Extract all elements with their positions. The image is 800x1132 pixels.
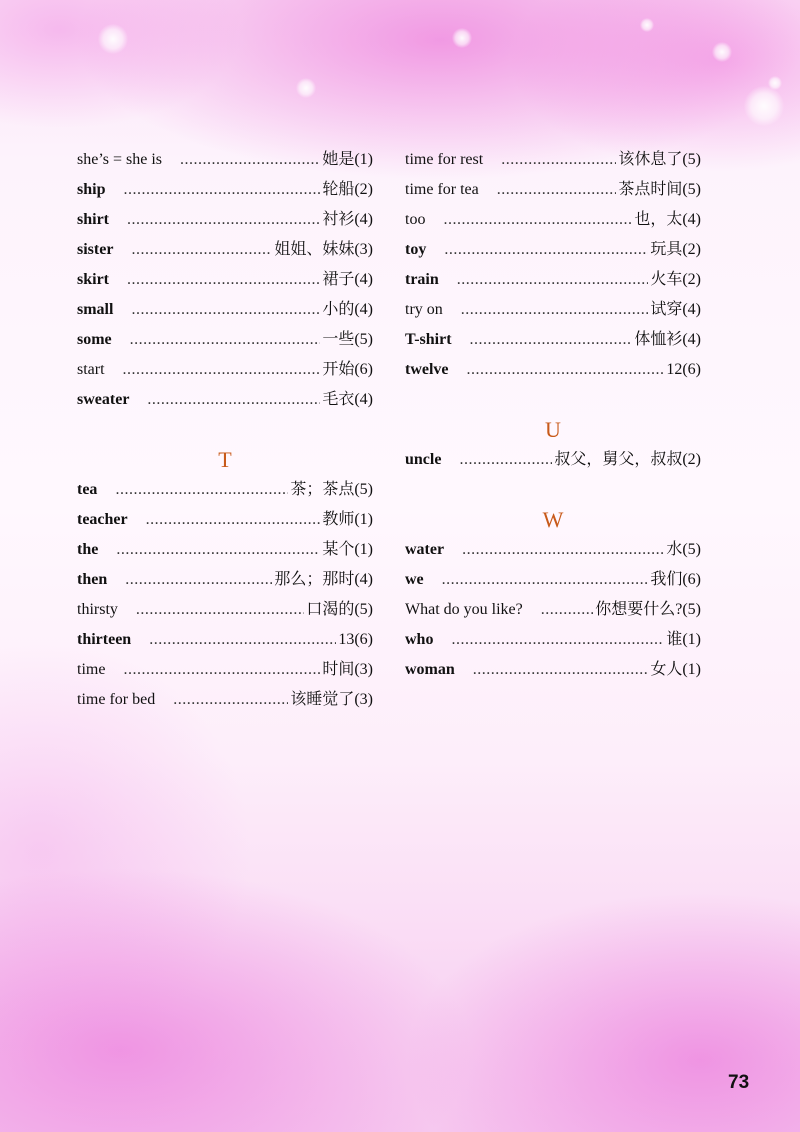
dot-leader (127, 205, 320, 235)
dot-leader (147, 385, 320, 415)
dot-leader (541, 595, 593, 625)
entry-meaning: 茶点时间(5) (618, 181, 701, 198)
glossary-entry (77, 355, 373, 385)
entry-meaning: 该休息了(5) (618, 151, 701, 168)
entry-meaning: 也，太(4) (634, 211, 701, 228)
entry-word: too (405, 211, 426, 228)
entry-meaning: 毛衣(4) (322, 391, 373, 408)
dot-leader (127, 265, 320, 295)
bubble-decoration (296, 78, 316, 98)
glossary-entry (77, 235, 373, 265)
entry-meaning: 女人(1) (650, 661, 701, 678)
section-heading-w: W (542, 507, 564, 532)
entry-meaning: 裙子(4) (322, 271, 373, 288)
dot-leader (443, 205, 632, 235)
glossary-entry (77, 475, 373, 505)
dot-leader (130, 325, 321, 355)
entry-meaning: 轮船(2) (322, 181, 373, 198)
dot-leader (123, 355, 321, 385)
entry-meaning: 姐姐、妹妹(3) (274, 241, 373, 258)
page-number: 73 (728, 1072, 750, 1093)
dot-leader (123, 655, 320, 685)
entry-word: T-shirt (405, 331, 452, 348)
entry-word: we (405, 571, 424, 588)
glossary-entry (77, 565, 373, 595)
glossary-entry (77, 685, 373, 715)
glossary-entry (405, 175, 701, 205)
entry-word: time for bed (77, 691, 156, 708)
glossary-entry (405, 235, 701, 265)
glossary-entry (405, 535, 701, 565)
entry-meaning: 玩具(2) (650, 241, 701, 258)
right-column (405, 145, 701, 685)
u-entries (405, 445, 701, 475)
entry-word: thirteen (77, 631, 132, 648)
entry-meaning: 火车(2) (650, 271, 701, 288)
glossary-entry (77, 655, 373, 685)
entry-word: twelve (405, 361, 449, 378)
dot-leader (173, 685, 288, 715)
dot-leader (470, 325, 633, 355)
section-spacer (77, 415, 373, 445)
bubble-decoration (98, 24, 128, 54)
bubble-decoration (768, 76, 782, 90)
dot-leader (131, 295, 320, 325)
glossary-entry (405, 445, 701, 475)
entry-word: sister (77, 241, 114, 258)
dot-leader (501, 145, 616, 175)
dot-leader (444, 235, 648, 265)
dot-leader (459, 445, 552, 475)
t-entries (77, 475, 373, 715)
entry-word: skirt (77, 271, 109, 288)
entry-meaning: 12(6) (666, 361, 701, 378)
entry-meaning: 那么；那时(4) (274, 571, 373, 588)
bubble-decoration (744, 86, 784, 126)
dot-leader (497, 175, 617, 205)
entry-meaning: 时间(3) (322, 661, 373, 678)
glossary-entry (405, 655, 701, 685)
dot-leader (457, 265, 649, 295)
entry-meaning: 衬衫(4) (322, 211, 373, 228)
entry-meaning: 水(5) (666, 541, 701, 558)
glossary-entry (405, 325, 701, 355)
entry-meaning: 我们(6) (650, 571, 701, 588)
entry-meaning: 某个(1) (322, 541, 373, 558)
entry-meaning: 谁(1) (666, 631, 701, 648)
bubble-decoration (452, 28, 472, 48)
dot-leader (116, 535, 320, 565)
entry-word: who (405, 631, 434, 648)
glossary-entry (405, 565, 701, 595)
glossary-entry (77, 385, 373, 415)
entry-word: shirt (77, 211, 109, 228)
dot-leader (115, 475, 288, 505)
entry-word: train (405, 271, 439, 288)
entry-word: tea (77, 481, 98, 498)
left-column (77, 145, 373, 715)
dot-leader (125, 565, 272, 595)
dot-leader (451, 625, 664, 655)
dot-leader (131, 235, 272, 265)
entry-word: uncle (405, 451, 442, 468)
entry-meaning: 她是(1) (322, 151, 373, 168)
dot-leader (467, 355, 665, 385)
s-entries (77, 145, 373, 415)
glossary-entry (77, 325, 373, 355)
glossary-entry (77, 145, 373, 175)
glossary-entry (77, 295, 373, 325)
section-heading-t: T (218, 447, 232, 472)
dot-leader (136, 595, 304, 625)
glossary-entry (405, 265, 701, 295)
entry-word: time (77, 661, 106, 678)
entry-word: the (77, 541, 99, 558)
bubble-decoration (640, 18, 654, 32)
dot-leader (146, 505, 321, 535)
dot-leader (180, 145, 320, 175)
entry-meaning: 小的(4) (322, 301, 373, 318)
entry-meaning: 试穿(4) (650, 301, 701, 318)
entry-meaning: 开始(6) (322, 361, 373, 378)
glossary-entry (77, 625, 373, 655)
glossary-entry (77, 505, 373, 535)
entry-meaning: 一些(5) (322, 331, 373, 348)
entry-word: sweater (77, 391, 130, 408)
glossary-entry (77, 205, 373, 235)
entry-word: water (405, 541, 445, 558)
w-entries (405, 535, 701, 685)
entry-meaning: 该睡觉了(3) (290, 691, 373, 708)
section-heading-u: U (545, 417, 561, 442)
entry-word: try on (405, 301, 443, 318)
glossary-entry (405, 145, 701, 175)
entry-meaning: 教师(1) (322, 511, 373, 528)
glossary-entry (405, 295, 701, 325)
glossary-entry (77, 175, 373, 205)
glossary-entry (77, 595, 373, 625)
entry-word: thirsty (77, 601, 118, 618)
dot-leader (442, 565, 649, 595)
glossary-entry (405, 595, 701, 625)
dot-leader (473, 655, 649, 685)
entry-meaning: 叔父，舅父，叔叔(2) (554, 451, 701, 468)
entry-word: time for tea (405, 181, 479, 198)
glossary-entry (77, 535, 373, 565)
glossary-entry (405, 355, 701, 385)
glossary-entry (405, 205, 701, 235)
t-entries-continued (405, 145, 701, 385)
dot-leader (123, 175, 320, 205)
entry-word: time for rest (405, 151, 484, 168)
entry-word: woman (405, 661, 455, 678)
bubble-decoration (712, 42, 732, 62)
entry-word: then (77, 571, 108, 588)
dot-leader (461, 295, 649, 325)
entry-word: toy (405, 241, 427, 258)
entry-meaning: 体恤衫(4) (634, 331, 701, 348)
entry-word: start (77, 361, 105, 378)
entry-word: What do you like? (405, 601, 523, 618)
glossary-entry (405, 625, 701, 655)
entry-meaning: 茶；茶点(5) (290, 481, 373, 498)
entry-meaning: 口渴的(5) (306, 601, 373, 618)
entry-meaning: 你想要什么?(5) (595, 601, 701, 618)
entry-word: ship (77, 181, 106, 198)
entry-word: small (77, 301, 114, 318)
glossary-entry (77, 265, 373, 295)
entry-word: she’s = she is (77, 151, 163, 168)
dot-leader (149, 625, 336, 655)
entry-word: some (77, 331, 112, 348)
dot-leader (462, 535, 664, 565)
entry-meaning: 13(6) (338, 631, 373, 648)
entry-word: teacher (77, 511, 128, 528)
